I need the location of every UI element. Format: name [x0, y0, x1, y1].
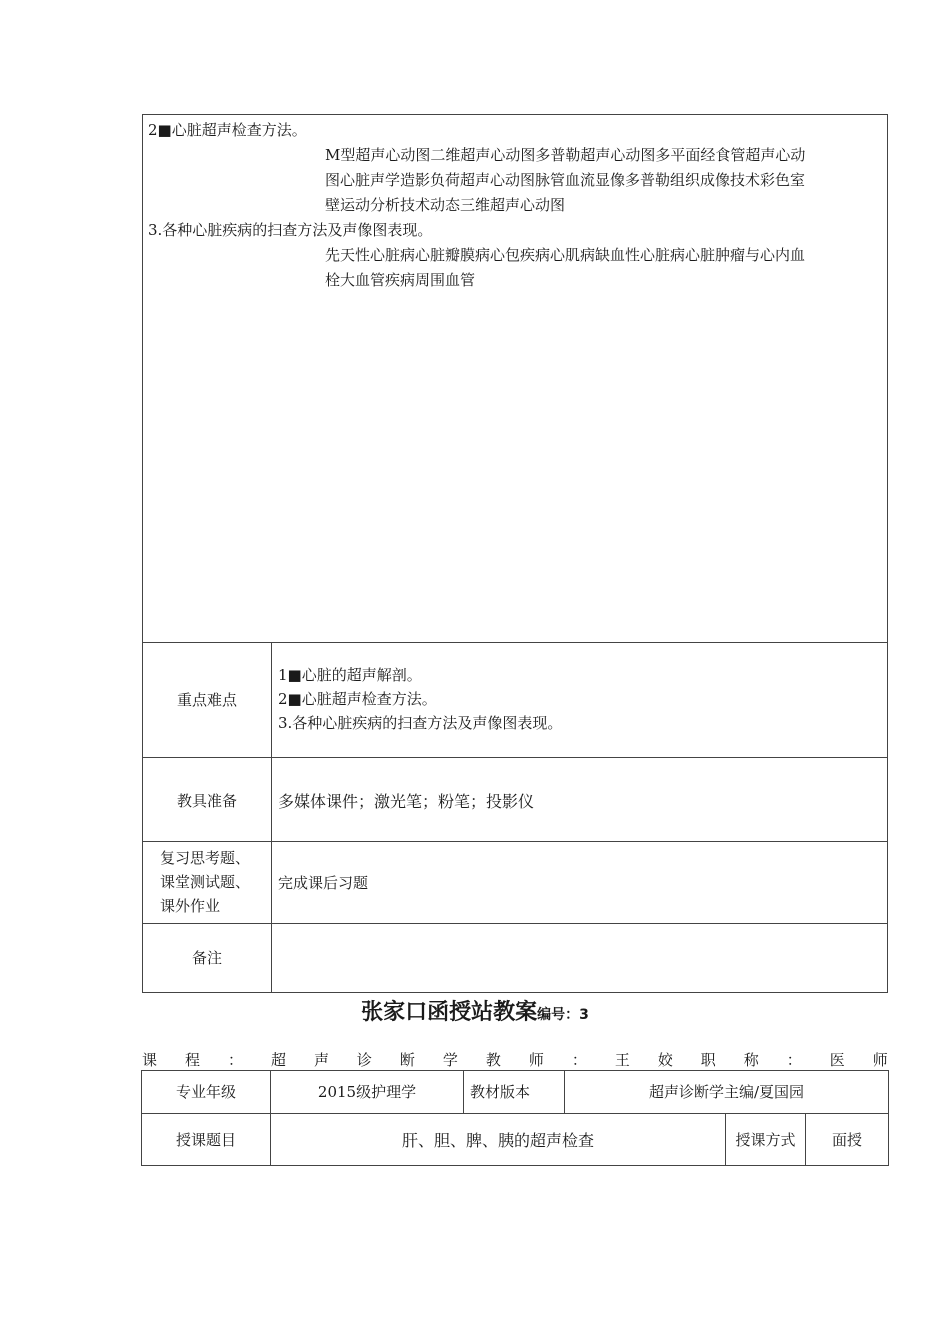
item3-line-2: 栓大血管疾病周围血管	[325, 271, 476, 289]
item2-heading: 2■心脏超声检查方法。	[148, 121, 307, 139]
remarks-label: 备注	[191, 949, 222, 967]
course-char: 学	[442, 1051, 458, 1069]
item2-line-2: 图心脏声学造影负荷超声心动图脉管血流显像多普勒组织成像技术彩色室	[325, 171, 806, 189]
topic-value: 肝、胆、脾、胰的超声检查	[401, 1131, 594, 1150]
course-char: 职	[700, 1051, 716, 1069]
course-char: 诊	[356, 1051, 372, 1069]
course-char: 声	[313, 1051, 329, 1069]
lesson-plan-header	[0, 996, 950, 1030]
course-char: 超	[270, 1051, 286, 1069]
course-char: ：	[571, 1051, 587, 1069]
review-label-line-1: 复习思考题、	[160, 849, 251, 867]
item2-line-1: M型超声心动图二维超声心动图多普勒超声心动图多平面经食管超声心动	[325, 146, 806, 164]
item3-line-1: 先天性心脏病心脏瓣膜病心包疾病心肌病缺血性心脏病心脏肿瘤与心内血	[325, 246, 806, 264]
topic-label: 授课题目	[175, 1131, 236, 1149]
course-char: 姣	[657, 1051, 673, 1069]
course-char: 课	[142, 1051, 158, 1069]
course-line	[142, 1049, 888, 1071]
key-points-item-3: 3.各种心脏疾病的扫查方法及声像图表现。	[278, 714, 563, 732]
textbook-label: 教材版本	[470, 1083, 531, 1101]
lesson-plan-number: 编号：3	[537, 1007, 589, 1023]
course-char: 称	[743, 1051, 759, 1069]
course-char: 断	[399, 1051, 415, 1069]
course-char: ：	[786, 1051, 802, 1069]
major-value: 2015级护理学	[317, 1083, 417, 1101]
review-label-line-3: 课外作业	[160, 897, 221, 915]
item2-line-3: 壁运动分析技术动态三维超声心动图	[325, 196, 566, 214]
course-char: ：	[227, 1051, 243, 1069]
teaching-aids-value: 多媒体课件；激光笔；粉笔；投影仪	[278, 792, 535, 811]
major-label: 专业年级	[175, 1083, 236, 1101]
review-value: 完成课后习题	[278, 874, 369, 892]
lesson-plan-title: 张家口函授站教案	[361, 1000, 538, 1025]
method-label: 授课方式	[735, 1131, 796, 1149]
course-char: 王	[614, 1051, 630, 1069]
course-char: 医	[829, 1051, 845, 1069]
key-points-item-1: 1■心脏的超声解剖。	[278, 666, 422, 684]
item3-heading: 3.各种心脏疾病的扫查方法及声像图表现。	[148, 221, 433, 239]
course-char: 师	[872, 1051, 888, 1069]
key-points-label: 重点难点	[176, 691, 237, 709]
textbook-value: 超声诊断学主编/夏国园	[648, 1083, 805, 1101]
course-char: 教	[485, 1051, 501, 1069]
method-value: 面授	[831, 1131, 862, 1149]
key-points-item-2: 2■心脏超声检查方法。	[278, 690, 437, 708]
course-char: 师	[528, 1051, 544, 1069]
teaching-aids-label: 教具准备	[176, 792, 237, 810]
review-label-line-2: 课堂测试题、	[160, 873, 251, 891]
course-char: 程	[184, 1051, 200, 1069]
